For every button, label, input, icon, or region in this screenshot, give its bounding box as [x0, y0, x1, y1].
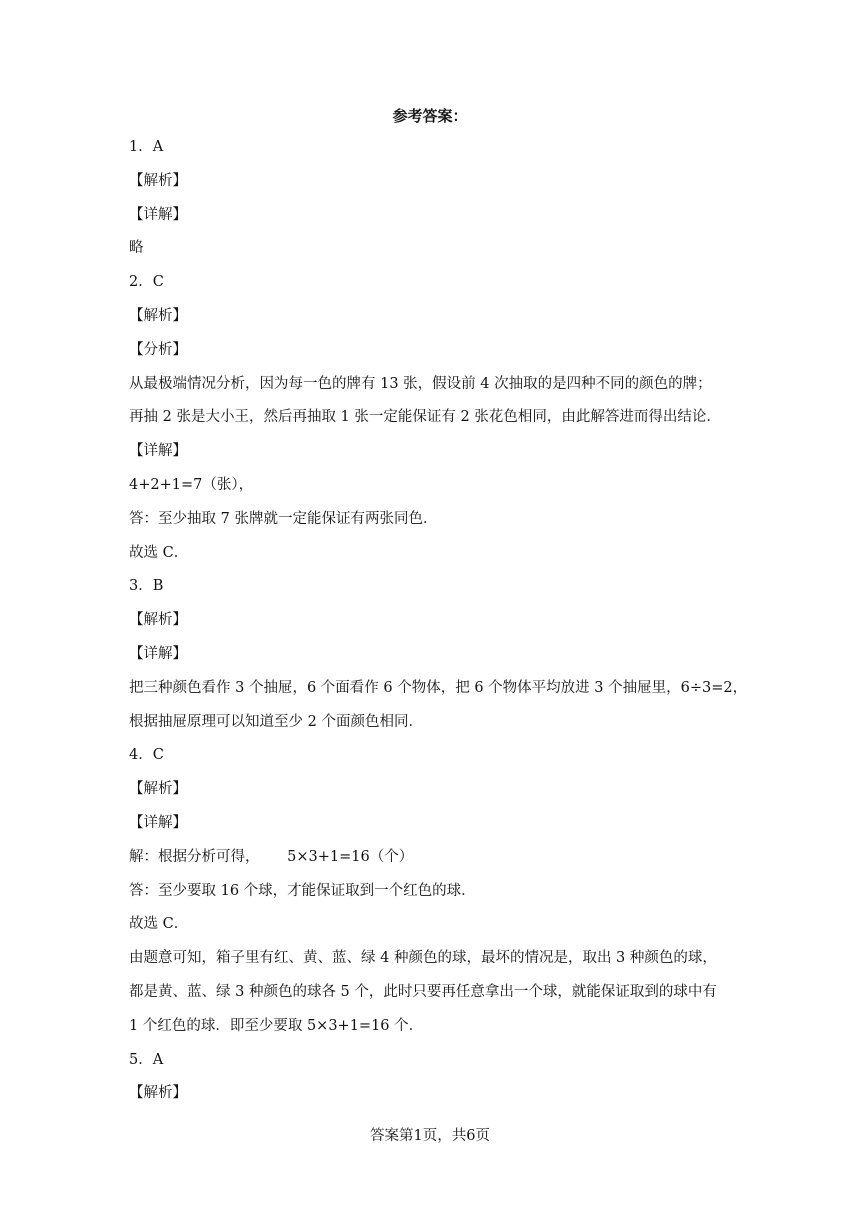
page-footer: 答案第1页，共6页 [370, 1128, 490, 1144]
answer-line: 【解析】 [129, 612, 187, 629]
answer-line: 1．A [129, 139, 164, 155]
answer-content [129, 131, 748, 1111]
page-title: 参考答案： [392, 107, 468, 125]
answer-line: 【解析】 [129, 172, 187, 189]
answer-line: 故选 C． [129, 544, 189, 561]
answer-line: 从最极端情况分析，因为每一色的牌有 13 张，假设前 4 次抽取的是四种不同的颜色的牌； [129, 375, 712, 392]
answer-line: 【详解】 [129, 645, 187, 662]
answer-line: 4+2+1=7（张）， [129, 476, 254, 493]
answer-line: 答：至少要取 16 个球，才能保证取到一个红色的球． [129, 882, 476, 899]
answer-line: 都是黄、蓝、绿 3 种颜色的球各 5 个，此时只要再任意拿出一个球，就能保证取到的球中有 [129, 983, 717, 1000]
answer-line: 1 个红色的球．即至少要取 5×3+1=16 个． [129, 1017, 424, 1034]
answer-line: 3．B [129, 578, 164, 595]
answer-line: 略 [129, 240, 144, 257]
answer-line: 根据抽屉原理可以知道至少 2 个面颜色相同． [129, 713, 423, 730]
answer-line: 【详解】 [129, 206, 187, 223]
answer-line: 把三种颜色看作 3 个抽屉，6 个面看作 6 个物体，把 6 个物体平均放进 3 个抽屉里，6÷3=2， [129, 679, 748, 696]
answer-line: 答：至少抽取 7 张牌就一定能保证有两张同色． [129, 510, 438, 527]
answer-line: 【详解】 [129, 443, 187, 460]
answer-line: 【解析】 [129, 781, 187, 798]
answer-line: 【详解】 [129, 814, 187, 831]
answer-line: 4．C [129, 747, 164, 764]
answer-line: 5．A [129, 1051, 164, 1068]
answer-line: 由题意可知，箱子里有红、黄、蓝、绿 4 种颜色的球，最坏的情况是，取出 3 种颜色的球， [129, 950, 717, 967]
answer-line: 再抽 2 张是大小王，然后再抽取 1 张一定能保证有 2 张花色相同，由此解答进而得出结论． [129, 409, 721, 426]
answer-line: 解：根据分析可得， 5×3+1=16（个） [129, 848, 414, 865]
answer-line: 【解析】 [129, 307, 187, 324]
answer-line: 【分析】 [129, 341, 187, 358]
answer-line: 故选 C． [129, 916, 189, 933]
answer-line: 2．C [129, 274, 164, 291]
answer-line: 【解析】 [129, 1085, 187, 1102]
